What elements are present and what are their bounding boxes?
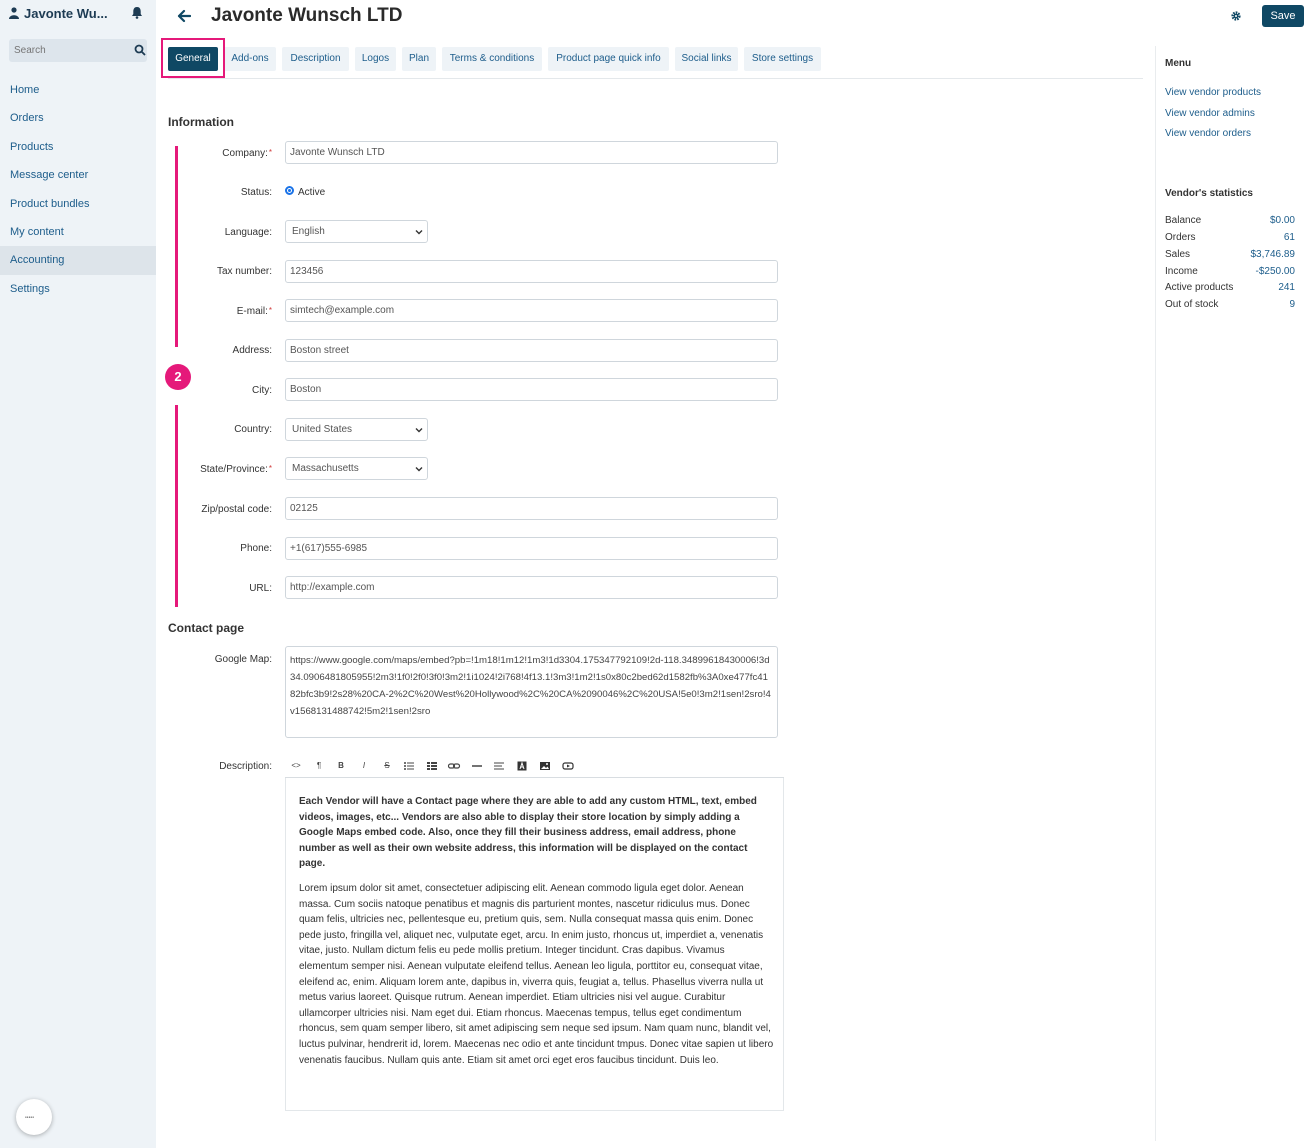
company-label (162, 148, 272, 159)
google-map-label: Google Map: (214, 654, 272, 665)
tab-plan[interactable]: Plan (402, 47, 436, 71)
tab-divider (168, 78, 1143, 79)
sidebar-item-product-bundles[interactable]: Product bundles (10, 197, 90, 210)
code-view-button[interactable]: <> (291, 761, 301, 770)
language-value: English (292, 226, 325, 237)
tab-social-links[interactable]: Social links (675, 47, 738, 71)
editor-lorem-paragraph: Lorem ipsum dolor sit amet, consectetuer adipiscing elit. Aenean commodo ligula eget dolor. Aenean massa. Cum sociis natoque penatibus et magnis dis parturient montes, nascetur ridiculus mus. Donec quam felis, ultricies nec, pellentesque eu, pretium quis, sem. Nulla consequat massa quis enim. Donec pede justo, fringilla vel, aliquet nec, vulputate eget, arcu. In enim justo, rhoncus ut, imperdiet a, venenatis vitae, justo. Nullam dictum felis eu pede mollis pretium. Integer tincidunt. Cras dapibus. Vivamus elementum semper nisi. Aenean vulputate eleifend tellus. Aenean leo ligula, porttitor eu, consequat vitae, eleifend ac, enim. Aliquam lorem ante, dapibus in, viverra quis, feugiat a, tellus. Phasellus viverra nulla ut metus varius laoreet. Quisque rutrum. Aenean imperdiet. Etiam ultricies nisi vel augue. Curabitur ullamcorper ultricies nisi. Nam eget dui. Etiam rhoncus. Maecenas tempus, tellus eget condimentum rhoncus, sem quam semper libero, sit amet adipiscing sem neque sed ipsum. Nam quam nunc, blandit vel, luctus pulvinar, hendrerit id, lorem. Maecenas nec odio et ante tincidunt tmpus. Donec vitae sapien ut libero venenatis faucibus. Nullam quis ante. Etiam sit amet orci eget eros faucibus tincidunt. Duis leo. (299, 883, 774, 1066)
link-icon[interactable] (447, 759, 461, 773)
stat-value-active-products[interactable]: 241 (1278, 282, 1295, 293)
vendor-statistics-title: Vendor's statistics (1165, 188, 1253, 199)
stat-value-out-of-stock[interactable]: 9 (1289, 299, 1295, 310)
country-value: United States (292, 424, 353, 435)
city-label: City: (252, 385, 272, 396)
search-icon[interactable] (134, 44, 146, 56)
vendor-switcher[interactable]: Javonte Wu... (24, 6, 108, 21)
help-widget-button[interactable] (16, 1099, 52, 1135)
email-input[interactable]: simtech@example.com (285, 299, 778, 322)
help-widget-logo: ●●●●● (25, 1115, 35, 1119)
stat-value-orders[interactable]: 61 (1283, 232, 1295, 243)
back-arrow-icon[interactable] (177, 9, 191, 23)
company-input[interactable]: Javonte Wunsch LTD (285, 141, 778, 164)
column-divider (1155, 46, 1156, 1141)
email-label (162, 306, 272, 317)
required-marker: * (268, 306, 272, 315)
chevron-down-icon (415, 228, 423, 236)
stat-label-active-products: Active products (1165, 282, 1234, 293)
required-marker: * (268, 148, 272, 157)
tab-add-ons[interactable]: Add-ons (224, 47, 276, 71)
stat-label-orders: Orders (1165, 232, 1196, 243)
address-input[interactable]: Boston street (285, 339, 778, 362)
sidebar (0, 0, 156, 1148)
zip-input[interactable]: 02125 (285, 497, 778, 520)
strikethrough-button[interactable]: S (384, 761, 390, 770)
bold-button[interactable]: B (338, 761, 344, 770)
stat-label-income: Income (1165, 266, 1198, 277)
status-active-radio[interactable] (285, 186, 294, 195)
sidebar-search (9, 39, 147, 62)
tab-terms-conditions[interactable]: Terms & conditions (442, 47, 542, 71)
search-input[interactable] (9, 39, 119, 62)
phone-label: Phone: (240, 543, 272, 554)
stat-label-balance: Balance (1165, 215, 1202, 226)
video-icon[interactable] (561, 759, 575, 773)
stat-value-sales[interactable]: $3,746.89 (1250, 249, 1295, 260)
language-select[interactable] (285, 220, 428, 243)
contact-page-title: Contact page (168, 621, 245, 635)
sidebar-item-home[interactable]: Home (10, 84, 40, 96)
tab-highlight-annotation (161, 38, 225, 78)
sidebar-item-settings[interactable]: Settings (10, 282, 50, 295)
city-input[interactable]: Boston (285, 378, 778, 401)
tab-description[interactable]: Description (282, 47, 349, 71)
state-select[interactable] (285, 457, 428, 480)
stat-value-income[interactable]: -$250.00 (1255, 266, 1295, 277)
view-vendor-products-link[interactable]: View vendor products (1165, 87, 1261, 98)
gear-icon[interactable] (1230, 10, 1242, 22)
zip-label: Zip/postal code: (201, 504, 272, 515)
user-icon (9, 7, 19, 19)
country-select[interactable] (285, 418, 428, 441)
google-map-textarea[interactable]: https://www.google.com/maps/embed?pb=!1m18!1m12!1m3!1d3304.175347792109!2d-118.34899618430006!3d34.0906481805955!2m3!1f0!2f0!3f0!3m2!1i1024!2i768!4f13.1!3m3!1m2!1s0x80c2bed62d1582fb%3A0xe477fc4182bfc3b9!2s28%20CA-2%2C%20West%20Hollywood%2C%20CA%2090046%2C%20USA!5e0!3m2!1sen!2sro!4v1568131488742!5m2!1sen!2sro (285, 646, 778, 738)
address-label: Address: (232, 345, 272, 356)
paragraph-format-button[interactable]: ¶ (316, 761, 322, 770)
stat-label-out-of-stock: Out of stock (1165, 299, 1219, 310)
status-active-label: Active (298, 187, 326, 198)
company-label-text: Company: (222, 148, 268, 159)
menu-title: Menu (1165, 58, 1192, 69)
tax-number-input[interactable]: 123456 (285, 260, 778, 283)
sidebar-item-orders[interactable]: Orders (10, 112, 44, 125)
phone-input[interactable]: +1(617)555-6985 (285, 537, 778, 560)
page-title: Javonte Wunsch LTD (211, 5, 403, 26)
image-icon[interactable] (538, 759, 552, 773)
state-value: Massachusetts (292, 463, 359, 474)
numbered-list-icon[interactable] (425, 759, 439, 773)
editor-toolbar (285, 754, 784, 778)
country-label: Country: (234, 424, 272, 435)
italic-button[interactable]: I (362, 761, 366, 770)
required-marker: * (268, 464, 272, 473)
state-label-text: State/Province: (200, 464, 268, 475)
information-title: Information (168, 115, 234, 129)
tab-general[interactable]: General (168, 47, 218, 71)
save-button[interactable]: Save (1262, 5, 1304, 27)
state-label (162, 464, 272, 475)
url-input[interactable]: http://example.com (285, 576, 778, 599)
sidebar-item-products[interactable]: Products (10, 140, 54, 153)
url-label: URL: (249, 583, 272, 594)
editor-intro-paragraph: Each Vendor will have a Contact page where they are able to add any custom HTML, text, embed videos, images, etc... Vendors are also able to display their store location by simply adding a Google Maps embed code. Also, once they fill their business address, email address, phone number as well as their own website address, this information will be displayed on the contact page. (299, 796, 757, 870)
bullet-list-icon[interactable] (402, 759, 416, 773)
sidebar-item-message-center[interactable]: Message center (10, 169, 89, 182)
view-vendor-orders-link[interactable]: View vendor orders (1165, 128, 1251, 139)
language-label: Language: (224, 227, 272, 238)
tax-number-label: Tax number: (216, 266, 272, 277)
bell-icon[interactable] (131, 6, 143, 19)
tab-logos[interactable]: Logos (355, 47, 396, 71)
horizontal-rule-icon[interactable] (470, 759, 484, 773)
description-label: Description: (219, 761, 272, 772)
stat-value-balance[interactable]: $0.00 (1269, 215, 1295, 226)
sidebar-item-accounting[interactable]: Accounting (0, 246, 156, 274)
view-vendor-admins-link[interactable]: View vendor admins (1165, 108, 1255, 119)
email-label-text: E-mail: (236, 306, 268, 317)
description-editor[interactable] (285, 778, 784, 1111)
chevron-down-icon (415, 426, 423, 434)
chevron-down-icon (415, 465, 423, 473)
annotation-badge: 2 (165, 364, 191, 390)
text-color-icon[interactable] (515, 759, 529, 773)
stat-label-sales: Sales (1165, 249, 1191, 260)
tab-product-page-quick-info[interactable]: Product page quick info (548, 47, 669, 71)
sidebar-nav (0, 76, 156, 303)
align-icon[interactable] (492, 759, 506, 773)
sidebar-item-my-content[interactable]: My content (10, 225, 64, 238)
sidebar-header (0, 0, 156, 30)
status-label: Status: (240, 187, 272, 198)
tab-store-settings[interactable]: Store settings (744, 47, 821, 71)
